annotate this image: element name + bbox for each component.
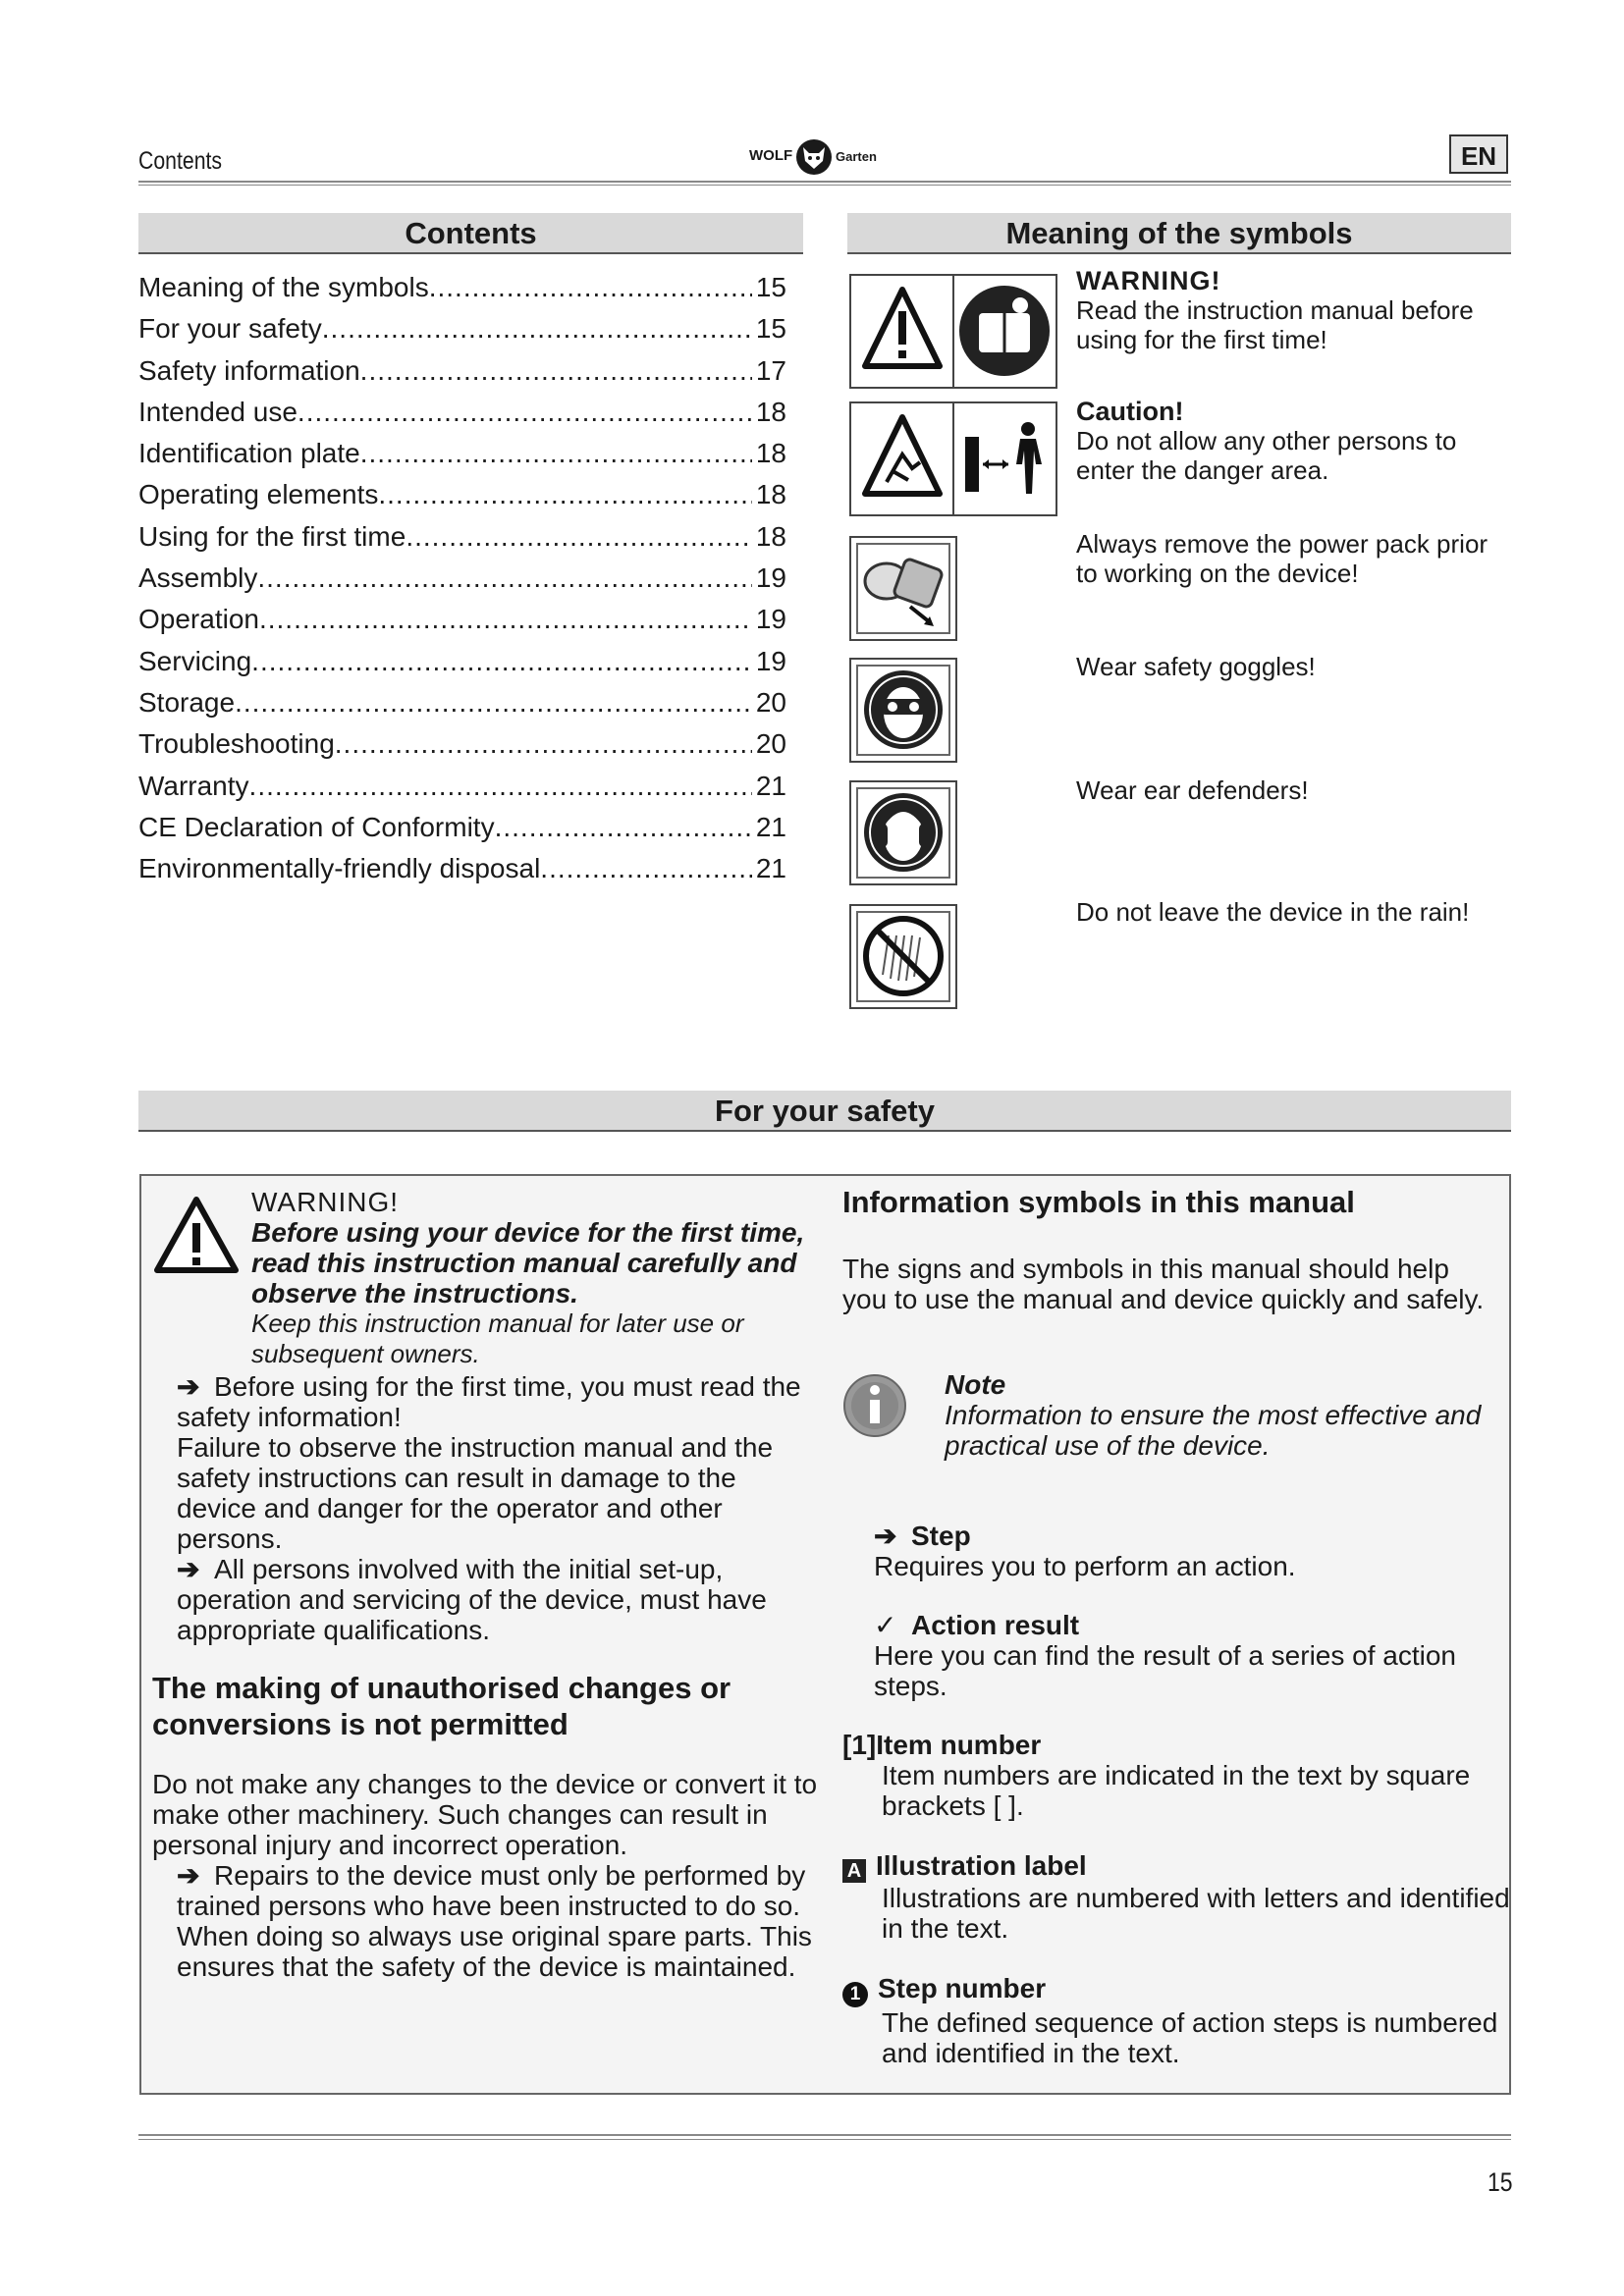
illustration-label-heading: Illustration label xyxy=(876,1850,1087,1881)
brand-wolf-text: WOLF xyxy=(749,147,793,164)
wolf-head-icon xyxy=(794,137,834,177)
changes-text: Do not make any changes to the device or convert it to make other machinery. Such changes can result in personal injury and incorrect operation. xyxy=(152,1769,818,1860)
item-number-prefix: [1] xyxy=(842,1730,877,1760)
info-note-icon xyxy=(841,1372,908,1439)
toc-entry xyxy=(138,350,786,392)
toc-entry xyxy=(138,599,786,640)
safety-step-1-continued: Failure to observe the instruction manual and the safety instructions can result in damage to the device and danger for the operator and other persons. xyxy=(177,1432,774,1554)
toc-entry-page: 15 xyxy=(755,272,786,302)
running-header: Contents xyxy=(138,147,223,175)
safety-step-3: Repairs to the device must only be performed by trained persons who have been instructed to do so. When doing so always use original spare parts. This ensures that the safety of the device is maintained. xyxy=(177,1860,812,1982)
item-number-text: Item numbers are indicated in the text by square brackets [ ]. xyxy=(882,1760,1471,1821)
toc-entry xyxy=(138,267,786,308)
toc-entry-label: Intended use xyxy=(138,396,298,427)
toc-leader-dots xyxy=(360,350,752,392)
toc-entry-label: CE Declaration of Conformity xyxy=(138,811,495,842)
toc-leader-dots xyxy=(360,433,752,474)
toc-entry-page: 18 xyxy=(755,479,786,510)
header-rule xyxy=(138,181,1511,186)
step-number-text: The defined sequence of action steps is numbered and identified in the text. xyxy=(882,2007,1498,2068)
toc-entry-label: Using for the first time xyxy=(138,520,406,552)
toc-entry-label: Operating elements xyxy=(138,479,379,510)
safety-step-1: Before using for the first time, you must read the safety information! xyxy=(177,1371,801,1432)
toc-entry xyxy=(138,516,786,558)
toc-leader-dots xyxy=(298,392,752,433)
toc-entry-label: Assembly xyxy=(138,562,258,594)
toc-leader-dots xyxy=(259,599,752,640)
step-number-icon: 1 xyxy=(842,1982,868,2007)
toc-leader-dots xyxy=(378,474,751,515)
warning-bold-text: Before using your device for the first time, read this instruction manual carefully and observe the instructions. xyxy=(251,1217,805,1308)
toc-entry-page: 21 xyxy=(755,853,786,884)
safety-step-2: All persons involved with the initial set-up, operation and servicing of the device, must have appropriate qualifications. xyxy=(177,1554,767,1645)
step-arrow-icon: ➔ xyxy=(177,1554,200,1584)
safety-heading: For your safety xyxy=(138,1091,1511,1132)
toc-entry-label: Troubleshooting xyxy=(138,728,335,760)
action-result-text: Here you can find the result of a series of action steps. xyxy=(874,1640,1456,1701)
toc-leader-dots xyxy=(322,308,752,349)
toc-entry-label: Safety information xyxy=(138,354,360,386)
safety-goggles-icon xyxy=(849,658,957,763)
step-heading: Step xyxy=(911,1521,971,1551)
toc-leader-dots xyxy=(335,723,752,765)
step-text: Requires you to perform an action. xyxy=(874,1551,1296,1581)
toc-entry xyxy=(138,308,786,349)
toc-leader-dots xyxy=(429,267,752,308)
item-number-heading: Item number xyxy=(876,1730,1042,1760)
toc-entry-page: 20 xyxy=(755,728,786,760)
step-number-heading: Step number xyxy=(878,1973,1047,2003)
toc-entry xyxy=(138,558,786,599)
symbols-heading: Meaning of the symbols xyxy=(847,213,1511,254)
info-symbols-intro: The signs and symbols in this manual should help you to use the manual and device quickly and safely. xyxy=(842,1254,1485,1314)
symbol-text-rain: Do not leave the device in the rain! xyxy=(1076,897,1470,927)
toc-entry-label: Meaning of the symbols xyxy=(138,272,429,302)
toc-entry-page: 18 xyxy=(755,438,786,469)
checkmark-icon: ✓ xyxy=(874,1610,897,1640)
illustration-label-icon: A xyxy=(842,1859,866,1883)
toc-leader-dots xyxy=(406,516,752,558)
toc-leader-dots xyxy=(249,766,752,807)
toc-leader-dots xyxy=(235,682,752,723)
toc-entry xyxy=(138,433,786,474)
table-of-contents xyxy=(138,267,786,889)
language-badge: EN xyxy=(1449,134,1508,174)
warning-triangle-icon xyxy=(153,1196,240,1274)
contents-heading: Contents xyxy=(138,213,803,254)
ear-defenders-icon xyxy=(849,780,957,885)
symbol-text-read-manual: Read the instruction manual before using for the first time! xyxy=(1076,295,1474,354)
changes-heading: The making of unauthorised changes or conversions is not permitted xyxy=(152,1671,731,1741)
note-text: Information to ensure the most effective and practical use of the device. xyxy=(945,1400,1482,1461)
toc-entry-label: Environmentally-friendly disposal xyxy=(138,853,541,884)
toc-entry-label: Operation xyxy=(138,604,259,635)
step-arrow-icon: ➔ xyxy=(874,1521,897,1551)
toc-entry xyxy=(138,723,786,765)
toc-entry-page: 19 xyxy=(755,562,786,594)
symbol-heading-warning: WARNING! xyxy=(1076,266,1221,295)
warning-italic-text: Keep this instruction manual for later use or subsequent owners. xyxy=(251,1308,744,1368)
toc-entry-page: 18 xyxy=(755,520,786,552)
symbol-text-power-pack: Always remove the power pack prior to working on the device! xyxy=(1076,529,1489,588)
toc-entry-page: 20 xyxy=(755,686,786,718)
toc-entry xyxy=(138,474,786,515)
toc-entry-label: Identification plate xyxy=(138,438,360,469)
toc-entry xyxy=(138,766,786,807)
toc-entry-page: 21 xyxy=(755,770,786,801)
toc-entry-label: Storage xyxy=(138,686,236,718)
toc-entry-label: Warranty xyxy=(138,770,249,801)
step-arrow-icon: ➔ xyxy=(177,1860,200,1891)
info-symbols-heading: Information symbols in this manual xyxy=(842,1185,1355,1219)
note-heading: Note xyxy=(945,1369,1006,1400)
toc-entry-label: Servicing xyxy=(138,645,252,676)
brand-logo xyxy=(749,137,906,177)
toc-entry-page: 19 xyxy=(755,645,786,676)
toc-entry xyxy=(138,641,786,682)
toc-entry xyxy=(138,682,786,723)
action-result-heading: Action result xyxy=(911,1610,1080,1640)
toc-leader-dots xyxy=(495,807,752,848)
illustration-label-text: Illustrations are numbered with letters and identified in the text. xyxy=(882,1883,1510,1944)
no-rain-icon xyxy=(849,904,957,1009)
symbol-text-goggles: Wear safety goggles! xyxy=(1076,652,1316,681)
footer-rule xyxy=(138,2134,1511,2140)
toc-entry-page: 17 xyxy=(755,354,786,386)
toc-entry-page: 19 xyxy=(755,604,786,635)
toc-entry-label: For your safety xyxy=(138,313,322,345)
toc-entry-page: 18 xyxy=(755,396,786,427)
toc-entry xyxy=(138,807,786,848)
symbol-text-danger-area: Do not allow any other persons to enter the danger area. xyxy=(1076,426,1457,485)
brand-garten-text: Garten xyxy=(836,149,877,164)
toc-entry-page: 21 xyxy=(755,811,786,842)
toc-leader-dots xyxy=(251,641,752,682)
page-number: 15 xyxy=(1488,2167,1513,2197)
caution-danger-area-icon xyxy=(849,401,1057,516)
warning-heading: WARNING! xyxy=(251,1187,400,1217)
symbol-text-ear: Wear ear defenders! xyxy=(1076,775,1309,805)
toc-leader-dots xyxy=(540,848,752,889)
symbol-heading-caution: Caution! xyxy=(1076,397,1184,426)
warning-read-manual-icon xyxy=(849,274,1057,389)
remove-power-pack-icon xyxy=(849,536,957,641)
toc-leader-dots xyxy=(257,558,751,599)
toc-entry-page: 15 xyxy=(755,313,786,345)
toc-entry xyxy=(138,848,786,889)
step-arrow-icon: ➔ xyxy=(177,1371,200,1402)
toc-entry xyxy=(138,392,786,433)
